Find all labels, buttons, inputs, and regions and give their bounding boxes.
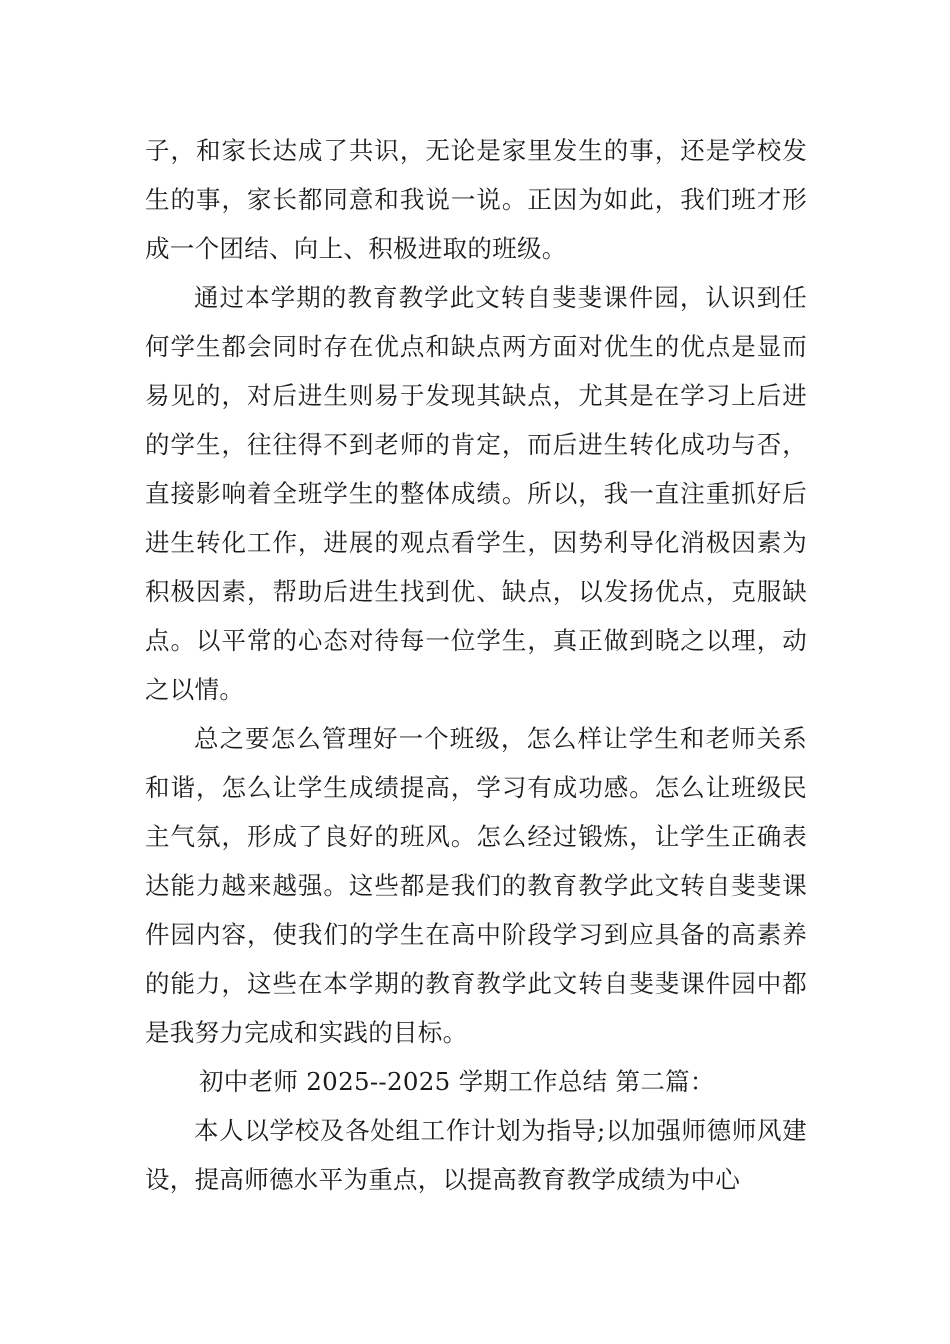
document-body <box>145 126 807 1204</box>
paragraph-2: 通过本学期的教育教学此文转自斐斐课件园，认识到任何学生都会同时存在优点和缺点两方面对优生的优点是显而易见的，对后进生则易于发现其缺点，尤其是在学习上后进的学生，往往得不到老师的肯定，而后进生转化成功与否，直接影响着全班学生的整体成绩。所以，我一直注重抓好后进生转化工作，进展的观点看学生，因势利导化消极因素为积极因素，帮助后进生找到优、缺点，以发扬优点，克服缺点。以平常的心态对待每一位学生，真正做到晓之以理，动之以情。 <box>145 283 807 704</box>
section-heading: 初中老师 2025--2025 学期工作总结 第二篇： <box>199 1067 715 1096</box>
paragraph-3: 总之要怎么管理好一个班级，怎么样让学生和老师关系和谐，怎么让学生成绩提高，学习有成功感。怎么让班级民主气氛，形成了良好的班风。怎么经过锻炼，让学生正确表达能力越来越强。这些都是我们的教育教学此文转自斐斐课件园内容，使我们的学生在高中阶段学习到应具备的高素养的能力，这些在本学期的教育教学此文转自斐斐课件园中都是我努力完成和实践的目标。 <box>145 724 807 1047</box>
paragraph-1: 子，和家长达成了共识，无论是家里发生的事，还是学校发生的事，家长都同意和我说一说。正因为如此，我们班才形成一个团结、向上、积极进取的班级。 <box>145 136 807 263</box>
paragraph-4: 本人以学校及各处组工作计划为指导;以加强师德师风建设，提高师德水平为重点，以提高教育教学成绩为中心 <box>145 1116 807 1194</box>
